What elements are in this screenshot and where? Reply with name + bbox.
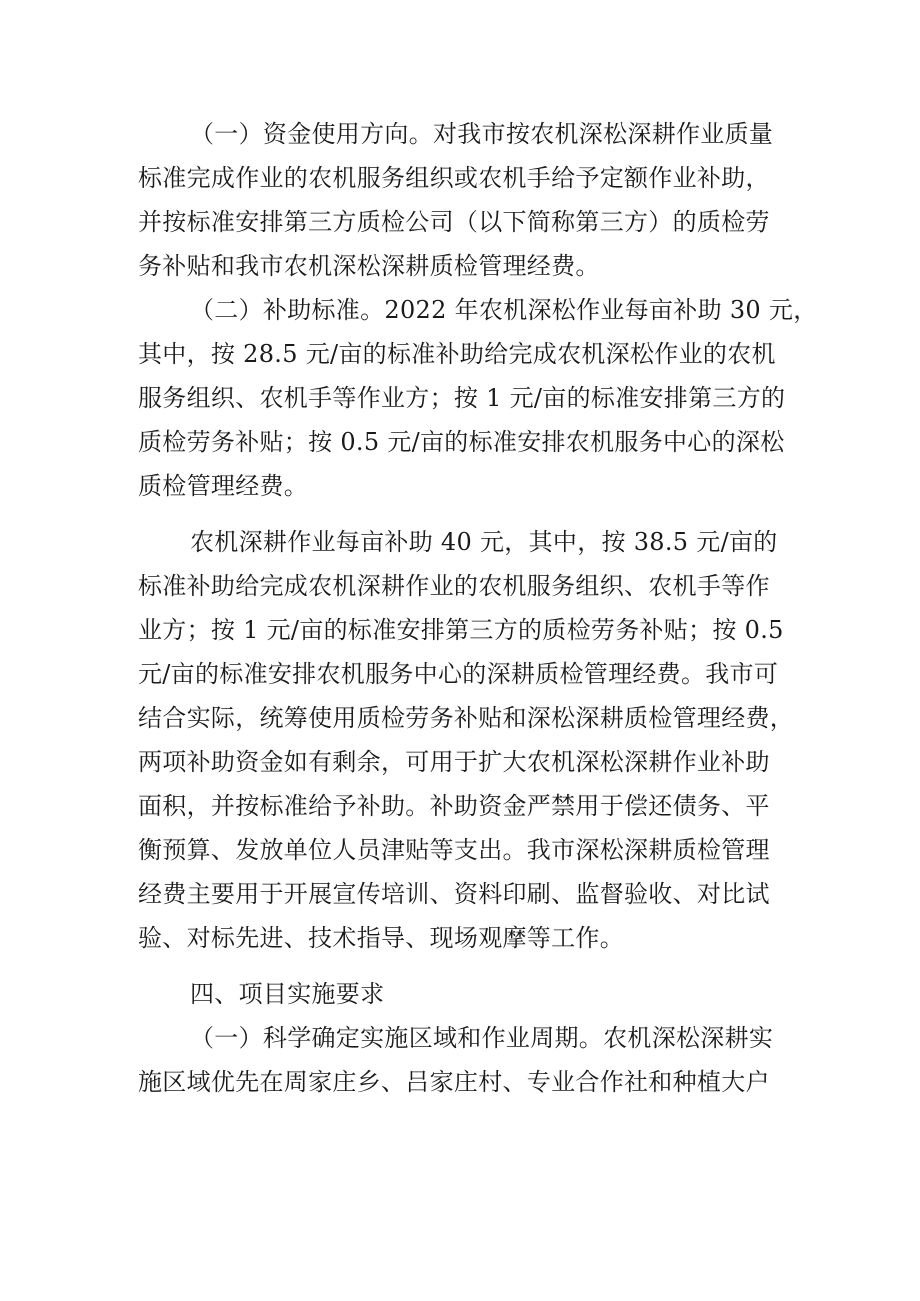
text-line: 验、对标先进、技术指导、现场观摩等工作。 — [138, 924, 624, 952]
text-line: 标准完成作业的农机服务组织或农机手给予定额作业补助， — [138, 164, 770, 192]
document-body — [138, 112, 818, 1104]
text-line: 并按标准安排第三方质检公司（以下简称第三方）的质检劳 — [138, 208, 770, 236]
text-line: 标准补助给完成农机深耕作业的农机服务组织、农机手等作 — [138, 572, 770, 600]
text-line: 农机深耕作业每亩补助 40 元，其中，按 38.5 元/亩的 — [190, 528, 778, 556]
text-line: 结合实际，统筹使用质检劳务补贴和深松深耕质检管理经费， — [138, 704, 795, 732]
paragraph-subsidy-standard — [138, 288, 818, 508]
paragraph-implementation-area — [138, 1016, 786, 1104]
text-line: （一）科学确定实施区域和作业周期。农机深松深耕实 — [190, 1024, 774, 1052]
text-line: 施区域优先在周家庄乡、吕家庄村、专业合作社和种植大户 — [138, 1068, 770, 1096]
text-line: 面积，并按标准给予补助。补助资金严禁用于偿还债务、平 — [138, 792, 770, 820]
paragraph-deep-plowing — [138, 520, 795, 960]
text-line: 务补贴和我市农机深松深耕质检管理经费。 — [138, 252, 600, 280]
text-line: （一）资金使用方向。对我市按农机深松深耕作业质量 — [190, 120, 774, 148]
text-line: （二）补助标准。2022 年农机深松作业每亩补助 30 元， — [190, 296, 818, 324]
paragraph-fund-usage — [138, 112, 786, 288]
text-line: 质检劳务补贴；按 0.5 元/亩的标准安排农机服务中心的深松 — [138, 428, 785, 456]
section-heading-implementation — [138, 972, 786, 1016]
text-line: 两项补助资金如有剩余，可用于扩大农机深松深耕作业补助 — [138, 748, 770, 776]
text-line: 衡预算、发放单位人员津贴等支出。我市深松深耕质检管理 — [138, 836, 770, 864]
section-heading: 四、项目实施要求 — [190, 980, 385, 1008]
text-line: 业方；按 1 元/亩的标准安排第三方的质检劳务补贴；按 0.5 — [138, 616, 784, 644]
text-line: 服务组织、农机手等作业方；按 1 元/亩的标准安排第三方的 — [138, 384, 786, 412]
text-line: 经费主要用于开展宣传培训、资料印刷、监督验收、对比试 — [138, 880, 770, 908]
text-line: 元/亩的标准安排农机服务中心的深耕质检管理经费。我市可 — [138, 660, 779, 688]
text-line: 其中，按 28.5 元/亩的标准补助给完成农机深松作业的农机 — [138, 340, 776, 368]
text-line: 质检管理经费。 — [138, 472, 309, 500]
